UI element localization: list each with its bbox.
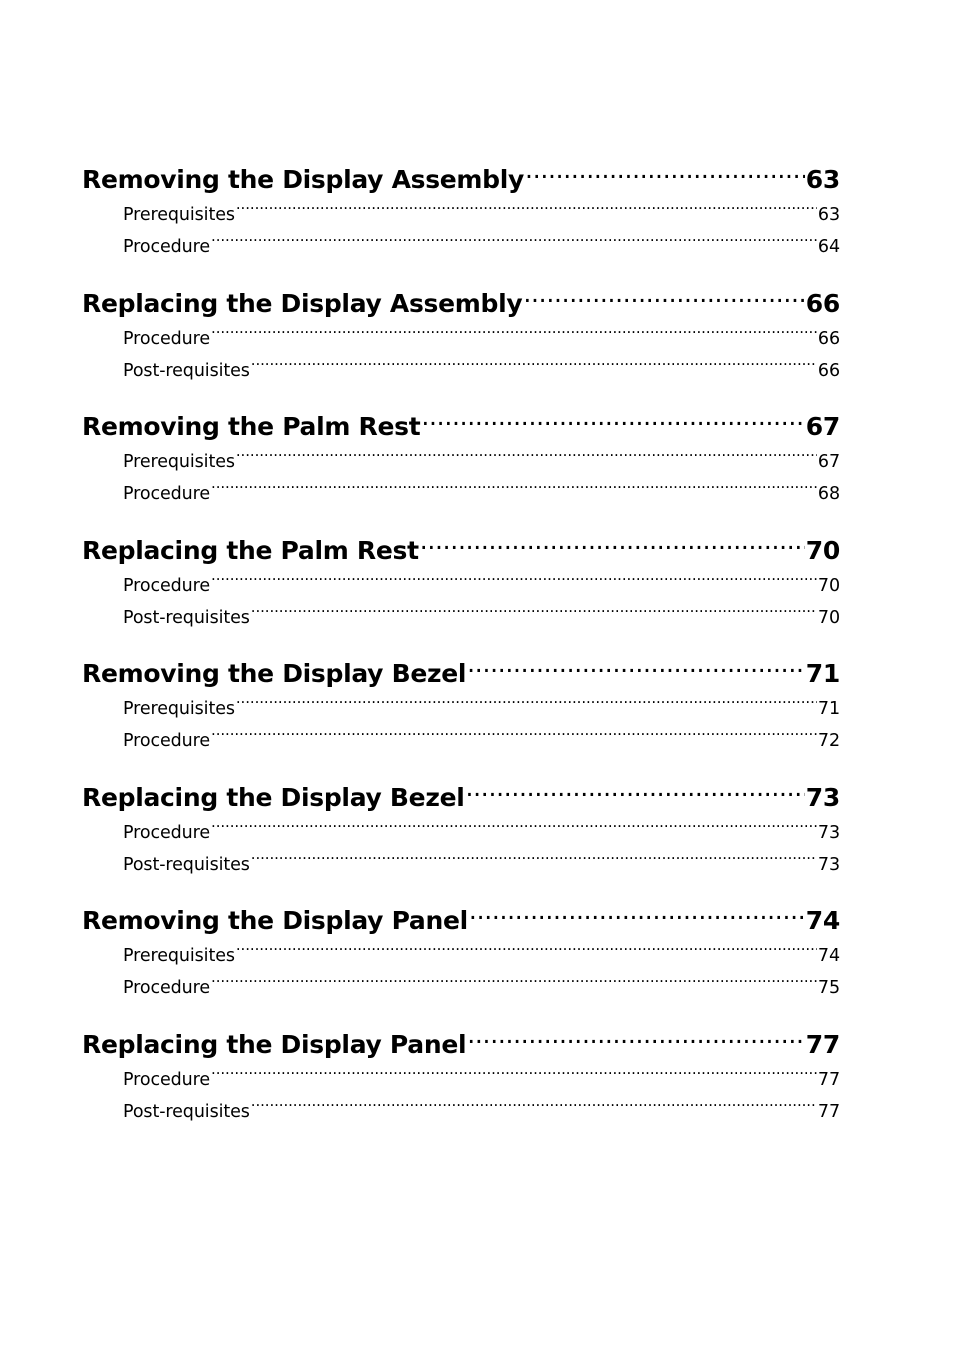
dot-leader bbox=[236, 682, 817, 714]
dot-leader bbox=[211, 559, 817, 591]
toc-section bbox=[82, 893, 840, 1017]
toc-subentry-page: 71 bbox=[817, 699, 840, 719]
toc-subentry-page: 73 bbox=[817, 854, 840, 875]
toc-heading-page: 66 bbox=[805, 288, 840, 318]
dot-leader bbox=[420, 523, 805, 559]
toc-section bbox=[82, 1017, 840, 1141]
table-of-contents bbox=[82, 152, 840, 1140]
toc-section bbox=[82, 770, 840, 894]
toc-subentry-link[interactable] bbox=[123, 467, 840, 504]
toc-heading-page: 67 bbox=[805, 412, 840, 441]
toc-section bbox=[82, 276, 840, 400]
toc-subentry-page: 70 bbox=[817, 575, 840, 596]
toc-heading-page: 74 bbox=[805, 906, 840, 935]
dot-leader bbox=[466, 770, 805, 806]
toc-heading-page: 63 bbox=[805, 165, 840, 194]
toc-subentry-page: 75 bbox=[817, 978, 840, 998]
toc-subentry-label: Procedure bbox=[123, 1069, 211, 1090]
toc-subentry-page: 66 bbox=[817, 360, 840, 381]
dot-leader bbox=[251, 838, 817, 870]
dot-leader bbox=[469, 893, 805, 929]
toc-subentry-label: Procedure bbox=[123, 978, 211, 998]
toc-subentry-page: 77 bbox=[817, 1069, 840, 1090]
dot-leader bbox=[251, 1085, 817, 1117]
toc-subentry-link[interactable] bbox=[123, 220, 840, 257]
dot-leader bbox=[236, 188, 817, 220]
toc-subentry-label: Post-requisites bbox=[123, 360, 250, 381]
toc-heading-link[interactable] bbox=[82, 152, 840, 194]
toc-subentry-page: 66 bbox=[817, 328, 840, 349]
dot-leader bbox=[525, 152, 805, 188]
toc-subentry-link[interactable] bbox=[123, 312, 840, 349]
toc-subentry-page: 63 bbox=[817, 205, 840, 225]
toc-subentry-label: Post-requisites bbox=[123, 854, 250, 875]
dot-leader bbox=[236, 435, 817, 467]
toc-subentry-link[interactable] bbox=[123, 344, 840, 381]
toc-subentry-page: 64 bbox=[817, 237, 840, 257]
toc-heading-title: Replacing the Palm Rest bbox=[82, 535, 419, 565]
toc-subentry-link[interactable] bbox=[123, 559, 840, 596]
toc-subentry-page: 74 bbox=[817, 946, 840, 966]
toc-subentry-label: Prerequisites bbox=[123, 699, 235, 719]
toc-heading-page: 70 bbox=[805, 535, 840, 565]
toc-subentry-page: 70 bbox=[817, 607, 840, 628]
toc-subentry-label: Post-requisites bbox=[123, 1101, 250, 1122]
toc-subentry-link[interactable] bbox=[123, 591, 840, 628]
toc-subentry-page: 77 bbox=[817, 1101, 840, 1122]
toc-heading-page: 71 bbox=[805, 659, 840, 688]
toc-subentry-link[interactable] bbox=[123, 838, 840, 875]
toc-section bbox=[82, 152, 840, 276]
toc-subentry-label: Procedure bbox=[123, 328, 211, 349]
toc-heading-title: Removing the Display Panel bbox=[82, 906, 468, 935]
toc-subentry-page: 67 bbox=[817, 452, 840, 472]
dot-leader bbox=[523, 276, 804, 312]
dot-leader bbox=[211, 467, 817, 499]
toc-subentry-page: 73 bbox=[817, 822, 840, 843]
toc-subentry-link[interactable] bbox=[123, 806, 840, 843]
toc-subentry-link[interactable] bbox=[123, 1053, 840, 1090]
dot-leader bbox=[211, 961, 817, 993]
dot-leader bbox=[251, 344, 817, 376]
dot-leader bbox=[211, 1053, 817, 1085]
toc-section bbox=[82, 646, 840, 770]
toc-subentry-link[interactable] bbox=[123, 1085, 840, 1122]
toc-section bbox=[82, 523, 840, 647]
toc-heading-link[interactable] bbox=[82, 399, 840, 441]
dot-leader bbox=[421, 399, 804, 435]
toc-heading-link[interactable] bbox=[82, 646, 840, 688]
toc-subentry-label: Post-requisites bbox=[123, 607, 250, 628]
dot-leader bbox=[467, 646, 805, 682]
toc-subentry-label: Procedure bbox=[123, 237, 211, 257]
toc-heading-title: Removing the Display Assembly bbox=[82, 165, 525, 194]
dot-leader bbox=[467, 1017, 805, 1053]
dot-leader bbox=[211, 806, 817, 838]
toc-heading-title: Replacing the Display Bezel bbox=[82, 782, 465, 812]
dot-leader bbox=[211, 714, 817, 746]
dot-leader bbox=[211, 220, 817, 252]
toc-subentry-page: 72 bbox=[817, 731, 840, 751]
toc-heading-page: 73 bbox=[805, 782, 840, 812]
toc-subentry-link[interactable] bbox=[123, 714, 840, 751]
toc-subentry-label: Procedure bbox=[123, 731, 211, 751]
toc-subentry-label: Prerequisites bbox=[123, 452, 235, 472]
toc-subentry-label: Procedure bbox=[123, 822, 211, 843]
toc-heading-title: Replacing the Display Panel bbox=[82, 1029, 467, 1059]
toc-heading-link[interactable] bbox=[82, 770, 840, 812]
toc-heading-link[interactable] bbox=[82, 1017, 840, 1059]
toc-subentry-label: Procedure bbox=[123, 484, 211, 504]
toc-section bbox=[82, 399, 840, 523]
toc-subentry-label: Prerequisites bbox=[123, 946, 235, 966]
toc-subentry-label: Prerequisites bbox=[123, 205, 235, 225]
toc-subentry-link[interactable] bbox=[123, 961, 840, 998]
toc-heading-title: Replacing the Display Assembly bbox=[82, 288, 523, 318]
toc-subentry-label: Procedure bbox=[123, 575, 211, 596]
toc-heading-link[interactable] bbox=[82, 523, 840, 565]
dot-leader bbox=[236, 929, 817, 961]
toc-heading-link[interactable] bbox=[82, 276, 840, 318]
dot-leader bbox=[211, 312, 817, 344]
toc-heading-link[interactable] bbox=[82, 893, 840, 935]
toc-heading-title: Removing the Display Bezel bbox=[82, 659, 467, 688]
toc-subentry-page: 68 bbox=[817, 484, 840, 504]
dot-leader bbox=[251, 591, 817, 623]
toc-heading-title: Removing the Palm Rest bbox=[82, 412, 421, 441]
toc-heading-page: 77 bbox=[805, 1029, 840, 1059]
